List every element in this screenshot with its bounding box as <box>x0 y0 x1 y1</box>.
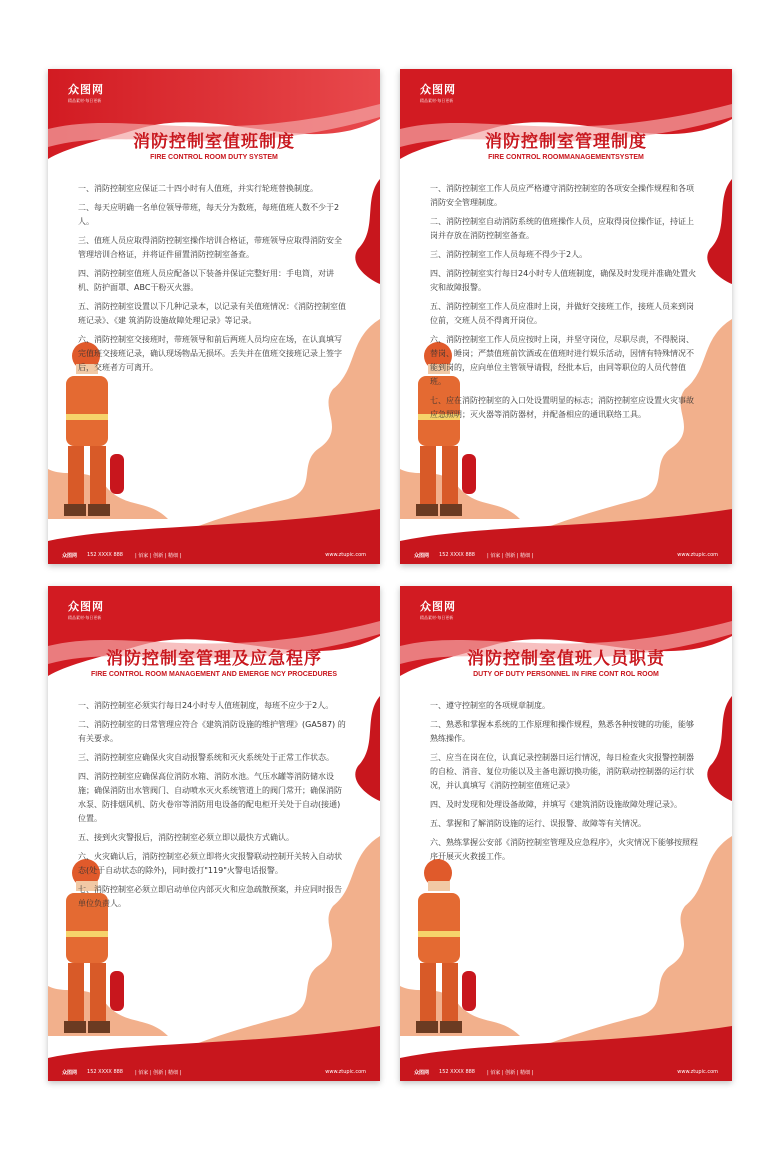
rule-list <box>430 182 698 427</box>
brand-logo <box>420 81 456 104</box>
list-item: 三、值班人员应取得消防控制室操作培训合格证，带班领导应取得消防安全管理培训合格证，并将证件留置消防控制室备查。 <box>78 236 342 259</box>
brand-logo <box>68 81 104 104</box>
list-item: 三、消防控制室应确保火灾自动报警系统和灭火系统处于正常工作状态。 <box>78 753 334 762</box>
list-item: 五、掌握和了解消防设施的运行、误报警、故障等有关情况。 <box>430 819 646 828</box>
brand-name: 众图网 <box>68 83 104 96</box>
poster-personnel-duties <box>400 586 732 1081</box>
poster-footer <box>400 546 732 564</box>
footer-site: www.ztupic.com <box>677 1069 718 1075</box>
list-item: 一、消防控制室必须实行每日24小时专人值班制度，每班不应少于2人。 <box>78 701 334 710</box>
rule-list <box>78 699 346 916</box>
brand-name: 众图网 <box>68 600 104 613</box>
list-item: 六、消防控制室交接班时，带班领导和前后两班人员均应在场，在认真填写完值班交接班记录，确认现场物品无损坏。丢失并在值班交接班记录上签字后，交班者方可离开。 <box>78 335 342 372</box>
poster-subtitle: FIRE CONTROL ROOM MANAGEMENT AND EMERGE NCY PROCEDURES <box>90 671 338 678</box>
list-item: 五、消防控制室设置以下几种记录本，以记录有关值班情况：《消防控制室值班记录》、《建 筑消防设施故障处理记录》等记录。 <box>78 302 346 325</box>
poster-footer <box>48 1063 380 1081</box>
footer-logo: 众图网 <box>414 1069 430 1076</box>
poster-subtitle: FIRE CONTROL ROOMMANAGEMENTSYSTEM <box>488 154 644 161</box>
list-item: 六、消防控制室工作人员应按时上岗，并坚守岗位，尽职尽责，不得脱岗、替岗、睡岗；严禁值班前饮酒或在值班时进行娱乐活动，因情有特殊情况不能到岗的，应向单位主管领导请假，经批本后，由同等职位的人员代替值班。 <box>430 335 694 386</box>
list-item: 二、消防控制室自动消防系统的值班操作人员，应取得岗位操作证，持证上岗并存放在消防控制室备查。 <box>430 217 694 240</box>
brand-slogan: 精品素材·每日更新 <box>68 98 102 103</box>
poster-subtitle: DUTY OF DUTY PERSONNEL IN FIRE CONT ROL ROOM <box>473 671 659 678</box>
firefighter-illustration <box>400 851 490 1051</box>
list-item: 五、消防控制室工作人员应准时上岗，并做好交接班工作，接班人员来到岗位前，交班人员不得离开岗位。 <box>430 302 694 325</box>
list-item: 七、消防控制室必须立即启动单位内部灭火和应急疏散预案，并应同时报告单位负责人。 <box>78 885 342 908</box>
brand-logo <box>68 598 104 621</box>
footer-links: | 佰家 | 创新 | 精细 | <box>486 552 534 559</box>
footer-site: www.ztupic.com <box>325 1069 366 1075</box>
poster-title: 消防控制室管理及应急程序 <box>106 649 322 669</box>
footer-phone: 152 XXXX 888 <box>87 1069 123 1075</box>
poster-title: 消防控制室值班制度 <box>133 132 295 152</box>
list-item: 二、每天应明确一名单位领导带班，每天分为数班，每班值班人数不少于2人。 <box>78 203 340 226</box>
list-item: 五、接到火灾警报后，消防控制室必须立即以最快方式确认。 <box>78 833 294 842</box>
poster-emergency-procedures <box>48 586 380 1081</box>
brand-slogan: 精品素材·每日更新 <box>68 615 102 620</box>
footer-links: | 佰家 | 创新 | 精细 | <box>134 1069 182 1076</box>
poster-subtitle: FIRE CONTROL ROOM DUTY SYSTEM <box>150 154 278 161</box>
footer-logo: 众图网 <box>414 552 430 559</box>
footer-phone: 152 XXXX 888 <box>439 552 475 558</box>
list-item: 一、遵守控制室的各项规章制度。 <box>430 701 550 710</box>
list-item: 四、及时发现和处理设备故障，并填写《建筑消防设施故障处理记录》。 <box>430 800 682 809</box>
brand-logo <box>420 598 456 621</box>
footer-logo: 众图网 <box>62 552 78 559</box>
list-item: 四、消防控制室实行每日24小时专人值班制度，确保及时发现并准确处置火灾和故障报警。 <box>430 269 697 292</box>
brand-slogan: 精品素材·每日更新 <box>420 615 454 620</box>
list-item: 三、消防控制室工作人员每班不得少于2人。 <box>430 250 588 259</box>
list-item: 二、熟悉和掌握本系统的工作原理和操作规程，熟悉各种按键的功能，能够熟练操作。 <box>430 720 694 743</box>
brand-name: 众图网 <box>420 600 456 613</box>
poster-title: 消防控制室值班人员职责 <box>467 649 665 669</box>
rule-list <box>78 182 346 380</box>
list-item: 六、火灾确认后，消防控制室必须立即将火灾报警联动控制开关转入自动状态(处于自动状态的除外)，同时拨打"119"火警电话报警。 <box>78 852 342 875</box>
list-item: 一、消防控制室应保证二十四小时有人值班，并实行轮班替换制度。 <box>78 184 318 193</box>
footer-site: www.ztupic.com <box>325 552 366 558</box>
poster-management-system <box>400 69 732 564</box>
footer-links: | 佰家 | 创新 | 精细 | <box>486 1069 534 1076</box>
brand-name: 众图网 <box>420 83 456 96</box>
poster-title: 消防控制室管理制度 <box>485 132 647 152</box>
rule-list <box>430 699 698 869</box>
list-item: 四、消防控制室应确保高位消防水箱、消防水池。气压水罐等消防储水设施；确保消防出水管阀门、自动喷水灭火系统管道上的阀门常开；确保消防水泵、防排烟风机、防火卷帘等消防用电设备的配电柜开关处于自动(接通)位置。 <box>78 772 342 823</box>
list-item: 六、熟练掌握公安部《消防控制室管理及应急程序》，火灾情况下能够按照程序开展灭火救援工作。 <box>430 838 698 861</box>
poster-footer <box>400 1063 732 1081</box>
footer-links: | 佰家 | 创新 | 精细 | <box>134 552 182 559</box>
list-item: 一、消防控制室工作人员应严格遵守消防控制室的各项安全操作规程和各项消防安全管理制度。 <box>430 184 694 207</box>
brand-slogan: 精品素材·每日更新 <box>420 98 454 103</box>
list-item: 四、消防控制室值班人员应配备以下装备并保证完整好用：手电筒，对讲机、防护面罩、ABC干粉灭火器。 <box>78 269 334 292</box>
poster-footer <box>48 546 380 564</box>
footer-phone: 152 XXXX 888 <box>87 552 123 558</box>
footer-site: www.ztupic.com <box>677 552 718 558</box>
poster-duty-system <box>48 69 380 564</box>
footer-logo: 众图网 <box>62 1069 78 1076</box>
list-item: 二、消防控制室的日常管理应符合《建筑消防设施的维护管理》(GA587) 的有关要求。 <box>78 720 346 743</box>
list-item: 三、应当在岗在位，认真记录控制器日运行情况，每日检查火灾报警控制器的自检、消音、复位功能以及主备电源切换功能，消防联动控制器的运行状况，并认真填写《消防控制室值班记录》 <box>430 753 694 790</box>
list-item: 七、应在消防控制室的入口处设置明显的标志；消防控制室应设置火灾事故应急照明；灭火器等消防器材，并配备相应的通讯联络工具。 <box>430 396 694 419</box>
footer-phone: 152 XXXX 888 <box>439 1069 475 1075</box>
